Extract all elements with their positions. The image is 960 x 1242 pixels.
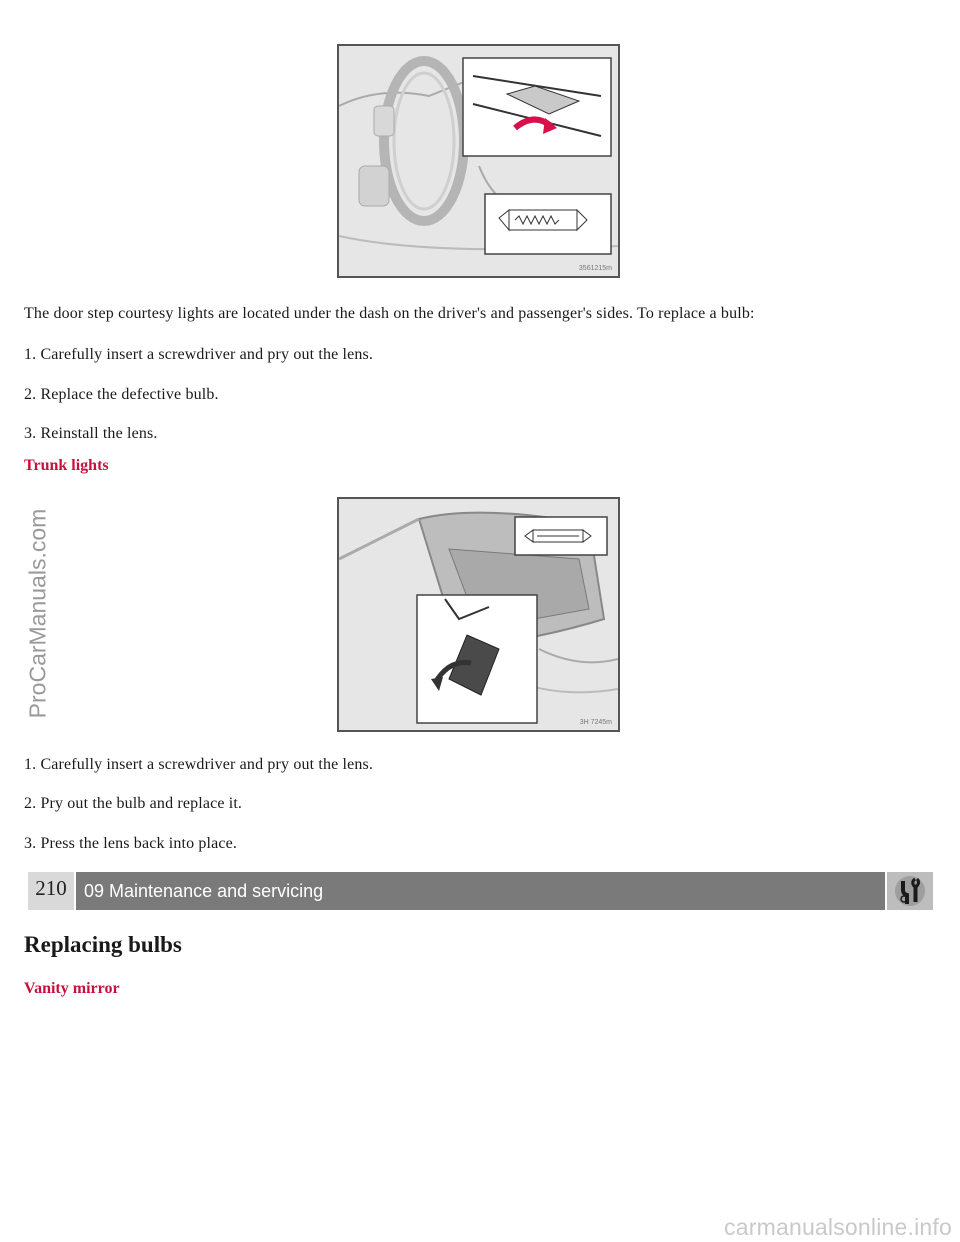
courtesy-step-2: 2. Replace the defective bulb. xyxy=(24,386,219,403)
intro-paragraph: The door step courtesy lights are located under the dash on the driver's and passenger's sides. To replace a bulb: xyxy=(24,305,755,322)
chapter-bar xyxy=(28,872,933,910)
wrench-icon xyxy=(887,872,933,910)
chapter-title: 09 Maintenance and servicing xyxy=(84,881,324,901)
section-heading: Replacing bulbs xyxy=(24,932,182,957)
side-watermark: ProCarManuals.com xyxy=(24,508,51,719)
bar-divider xyxy=(74,872,76,910)
vanity-mirror-heading: Vanity mirror xyxy=(24,980,120,997)
figure-code: 3H 7245m xyxy=(579,719,612,726)
trunk-step-2: 2. Pry out the bulb and replace it. xyxy=(24,795,243,812)
courtesy-step-3: 3. Reinstall the lens. xyxy=(24,425,158,442)
trunk-light-illustration xyxy=(337,497,620,732)
bottom-watermark: carmanualsonline.info xyxy=(724,1214,952,1240)
courtesy-light-illustration xyxy=(337,44,620,278)
page-number: 210 xyxy=(28,872,74,910)
trunk-step-3: 3. Press the lens back into place. xyxy=(24,835,238,852)
figure-code: 3561215m xyxy=(578,265,612,272)
trunk-step-1: 1. Carefully insert a screwdriver and pry out the lens. xyxy=(24,756,374,773)
trunk-lights-heading: Trunk lights xyxy=(24,457,109,474)
courtesy-step-1: 1. Carefully insert a screwdriver and pry out the lens. xyxy=(24,346,374,363)
